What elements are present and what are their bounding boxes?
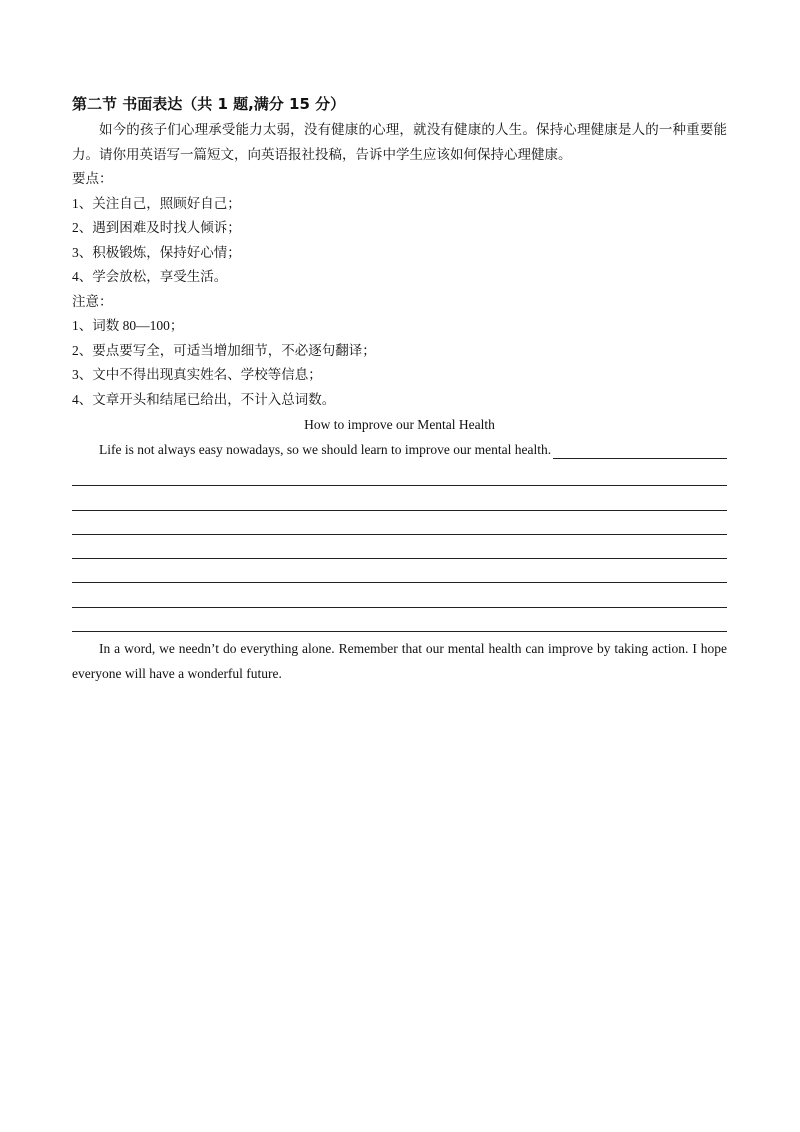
points-list: [72, 192, 727, 290]
points-label: 要点：: [72, 171, 113, 186]
writing-task-page: [72, 92, 727, 700]
answer-blank-inline[interactable]: [553, 440, 727, 459]
notes-list: [72, 314, 727, 412]
notes-label: 注意：: [72, 293, 113, 309]
essay-opening-text: Life is not always easy nowadays, so we should learn to improve our mental health.: [99, 442, 552, 457]
answer-line[interactable]: [72, 535, 727, 559]
task-intro: 如今的孩子们心理承受能力太弱，没有健康的心理，就没有健康的人生。保持心理健康是人的一种重要能力。请你用英语写一篇短文，向英语报社投稿，告诉中学生应该如何保持心理健康。: [72, 122, 727, 162]
answer-line[interactable]: [72, 486, 727, 510]
answer-line[interactable]: [72, 462, 727, 486]
answer-line[interactable]: [72, 511, 727, 535]
answer-line[interactable]: [72, 583, 727, 607]
point-item: 1、关注自己，照顾好自己；: [72, 195, 241, 211]
point-item: 2、遇到困难及时找人倾诉；: [72, 220, 241, 235]
answer-lines[interactable]: [72, 462, 727, 632]
essay-closing: In a word, we needn’t do everything alone. Remember that our mental health can improve by taking action. I hope everyone will have a wonderful future.: [72, 641, 727, 682]
note-item: 2、要点要写全，可适当增加细节，不必逐句翻译；: [72, 342, 376, 358]
note-item: 1、词数 80—100；: [72, 318, 184, 333]
essay-opening-line: [72, 437, 727, 462]
point-item: 4、学会放松，享受生活。: [72, 269, 228, 284]
section-title: 第二节 书面表达（共 1 题,满分 15 分）: [72, 95, 346, 113]
answer-line[interactable]: [72, 608, 727, 632]
answer-line[interactable]: [72, 559, 727, 583]
essay-title: How to improve our Mental Health: [304, 417, 495, 432]
note-item: 4、文章开头和结尾已给出，不计入总词数。: [72, 391, 336, 407]
note-item: 3、文中不得出现真实姓名、学校等信息；: [72, 367, 322, 382]
point-item: 3、积极锻炼，保持好心情；: [72, 244, 241, 260]
